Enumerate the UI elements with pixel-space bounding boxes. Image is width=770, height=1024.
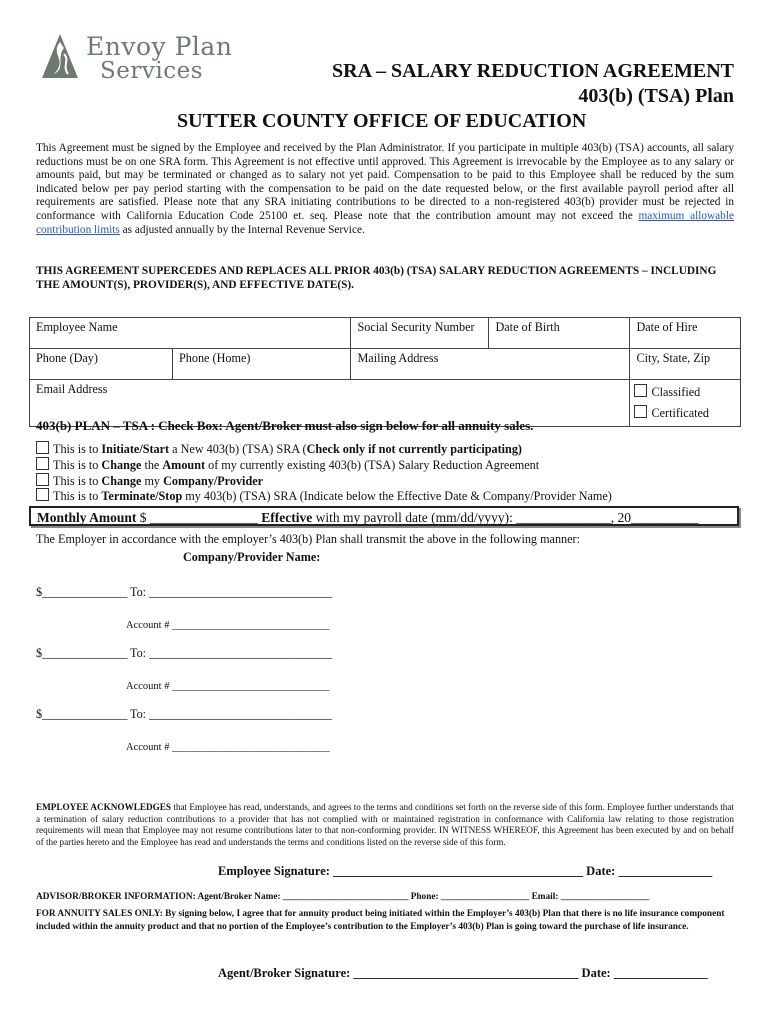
payment-2-to[interactable]: To: ______________________________ (130, 646, 332, 660)
ssn-field[interactable] (351, 318, 489, 349)
opt1-text-c: a New 403(b) (TSA) SRA ( (169, 442, 307, 456)
logo-text-line2: Services (100, 58, 204, 84)
mailing-address-label: Mailing Address (357, 351, 439, 365)
option-change-amount[interactable] (36, 457, 612, 473)
logo-text-line1: Envoy Plan (86, 32, 233, 61)
monthly-amount-field[interactable]: $ ________________ (139, 510, 258, 525)
plan-heading: 403(b) PLAN – TSA : Check Box: Agent/Broker must also sign below for all annuity sales. (36, 418, 534, 433)
hire-date-label: Date of Hire (636, 320, 698, 334)
opt4-text-b: Terminate/Stop (101, 489, 183, 504)
opt2-text-c: the (141, 457, 163, 472)
plan-title: 403(b) (TSA) Plan (578, 85, 734, 107)
effective-date-field[interactable]: with my payroll date (mm/dd/yyyy): ______________, 20__________ (312, 510, 699, 525)
contribution-limits-link[interactable]: maximum allowable contribution limits (36, 209, 734, 236)
effective-label: Effective (261, 510, 313, 525)
opt3-text-a: This is to (53, 473, 102, 488)
mailing-address-field[interactable] (351, 349, 630, 380)
ssn-label: Social Security Number (357, 320, 475, 334)
email-label: Email Address (36, 382, 108, 396)
dob-label: Date of Birth (495, 320, 560, 334)
plan-options (36, 441, 612, 504)
intro-paragraph (36, 142, 734, 237)
agent-signature-line[interactable]: Agent/Broker Signature: ____________________________________ Date: _______________ (218, 966, 708, 980)
opt4-text-c: my 403(b) (TSA) SRA (Indicate below the Effective Date & Company/Provider Name) (182, 489, 612, 504)
opt3-text-d: Company/Provider (163, 473, 264, 488)
city-state-zip-label: City, State, Zip (636, 351, 711, 365)
certificated-option[interactable] (634, 403, 736, 424)
employee-acknowledgement (36, 802, 734, 848)
employee-signature-line[interactable]: Employee Signature: ________________________________________ Date: _______________ (218, 864, 713, 878)
certificated-label: Certificated (651, 406, 709, 420)
option-change-provider[interactable] (36, 473, 612, 489)
annuity-sales-notice: FOR ANNUITY SALES ONLY: By signing below, I agree that for annuity product being initiated within the Employer’s 403(b) Plan that there is no life insurance component included within the annuity product and that no portion of the Employee’s contribution to the Employer’s 403(b) Plan is going toward the purchase of life insurance. (36, 909, 725, 932)
employee-type-group (630, 380, 741, 427)
classified-option[interactable] (634, 382, 736, 403)
hire-date-field[interactable] (630, 318, 741, 349)
option-initiate[interactable] (36, 441, 612, 457)
intro-text: This Agreement must be signed by the Employee and received by the Plan Administrator. If you participate in multiple 403(b) (TSA) accounts, all salary reductions must be on one SRA form. This Agreement is not effective until approved. This Agreement is irrevocable by the Employee as to any salary or amounts paid, but may be terminated or changed as to salary not yet paid. Compensation to be paid to this Employee shall be reduced by the sum indicated below per pay period starting with the compensation to be paid on the date requested below, or the first available payroll period after all requirements are satisfied. Please note that any SRA initiating contributions to be directed to a non-registered 403(b) provider must be rejected in conformance with California Education Code 25100 et. seq. Please note that the contribution amount may not exceed the (36, 142, 734, 222)
opt2-text-d: Amount (162, 457, 206, 472)
change-amount-checkbox[interactable] (36, 457, 49, 470)
phone-day-field[interactable] (30, 349, 173, 380)
opt3-text-c: my (141, 473, 164, 488)
phone-home-field[interactable] (173, 349, 351, 380)
employer-transmit-text: The Employer in accordance with the employer’s 403(b) Plan shall transmit the above in the following manner: (36, 532, 580, 546)
logo-leaf-icon (38, 32, 82, 82)
payment-3-account[interactable]: Account # ______________________________ (126, 742, 330, 753)
certificated-checkbox[interactable] (634, 405, 647, 418)
phone-home-label: Phone (Home) (179, 351, 251, 365)
employee-name-label: Employee Name (36, 320, 118, 334)
supersede-notice: THIS AGREEMENT SUPERCEDES AND REPLACES ALL PRIOR 403(b) (TSA) SALARY REDUCTION AGREEMENTS – INCLUDING THE AMOUNT(S), PROVIDER(S), AND EFFECTIVE DATE(S). (36, 265, 717, 291)
employee-info-table (29, 317, 741, 427)
form-title: SRA – SALARY REDUCTION AGREEMENT (332, 60, 734, 82)
opt1-text-d: Check only if not currently participating) (306, 442, 522, 456)
ack-heading: EMPLOYEE ACKNOWLEDGES (36, 802, 172, 812)
payment-1-amount[interactable]: $______________ (36, 585, 128, 599)
payment-2-account[interactable]: Account # ______________________________ (126, 681, 330, 692)
opt1-text-b: Initiate/Start (101, 442, 170, 456)
phone-day-label: Phone (Day) (36, 351, 98, 365)
organization-title: SUTTER COUNTY OFFICE OF EDUCATION (177, 110, 587, 132)
opt4-text-a: This is to (53, 489, 102, 504)
opt1-text-a: This is to (53, 442, 102, 456)
opt2-text-e: of my currently existing 403(b) (TSA) Salary Reduction Agreement (205, 457, 540, 472)
initiate-checkbox[interactable] (36, 441, 49, 454)
payment-1-to[interactable]: To: ______________________________ (130, 585, 332, 599)
opt2-text-a: This is to (53, 457, 102, 472)
change-provider-checkbox[interactable] (36, 473, 49, 486)
advisor-broker-info[interactable]: ADVISOR/BROKER INFORMATION: Agent/Broker Name: ___________________________ Phone: ___________________ Email: ___________________ (36, 892, 650, 902)
city-state-zip-field[interactable] (630, 349, 741, 380)
employee-name-field[interactable] (30, 318, 351, 349)
opt2-text-b: Change (101, 457, 142, 472)
payment-3-to[interactable]: To: ______________________________ (130, 707, 332, 721)
terminate-checkbox[interactable] (36, 488, 49, 501)
company-provider-label: Company/Provider Name: (183, 550, 321, 564)
ack-text: that Employee has read, understands, and agrees to the terms and conditions set forth on the reverse side of this form. Employee further understands that a termination of salary reduction contributions to a provider that has not complied with or maintained registration in conformance with California law relating to those registration requirements will mean that Employee may not resume contributions later to that non-conforming provider. IN WITNESS WHEREOF, this Agreement has been executed by and on behalf of the parties hereto and the Employee has read and understands the terms and conditions listed on the reverse side of this form. (36, 802, 734, 847)
classified-checkbox[interactable] (634, 384, 647, 397)
payment-2-amount[interactable]: $______________ (36, 646, 128, 660)
payment-3-amount[interactable]: $______________ (36, 707, 128, 721)
logo (38, 32, 238, 84)
monthly-amount-label: Monthly Amount (37, 510, 137, 525)
opt3-text-b: Change (101, 473, 142, 488)
intro-tail: as adjusted annually by the Internal Revenue Service. (119, 223, 365, 236)
dob-field[interactable] (489, 318, 630, 349)
monthly-amount-box[interactable] (29, 506, 739, 526)
classified-label: Classified (651, 385, 701, 399)
payment-1-account[interactable]: Account # ______________________________ (126, 620, 330, 631)
option-terminate[interactable] (36, 488, 612, 504)
